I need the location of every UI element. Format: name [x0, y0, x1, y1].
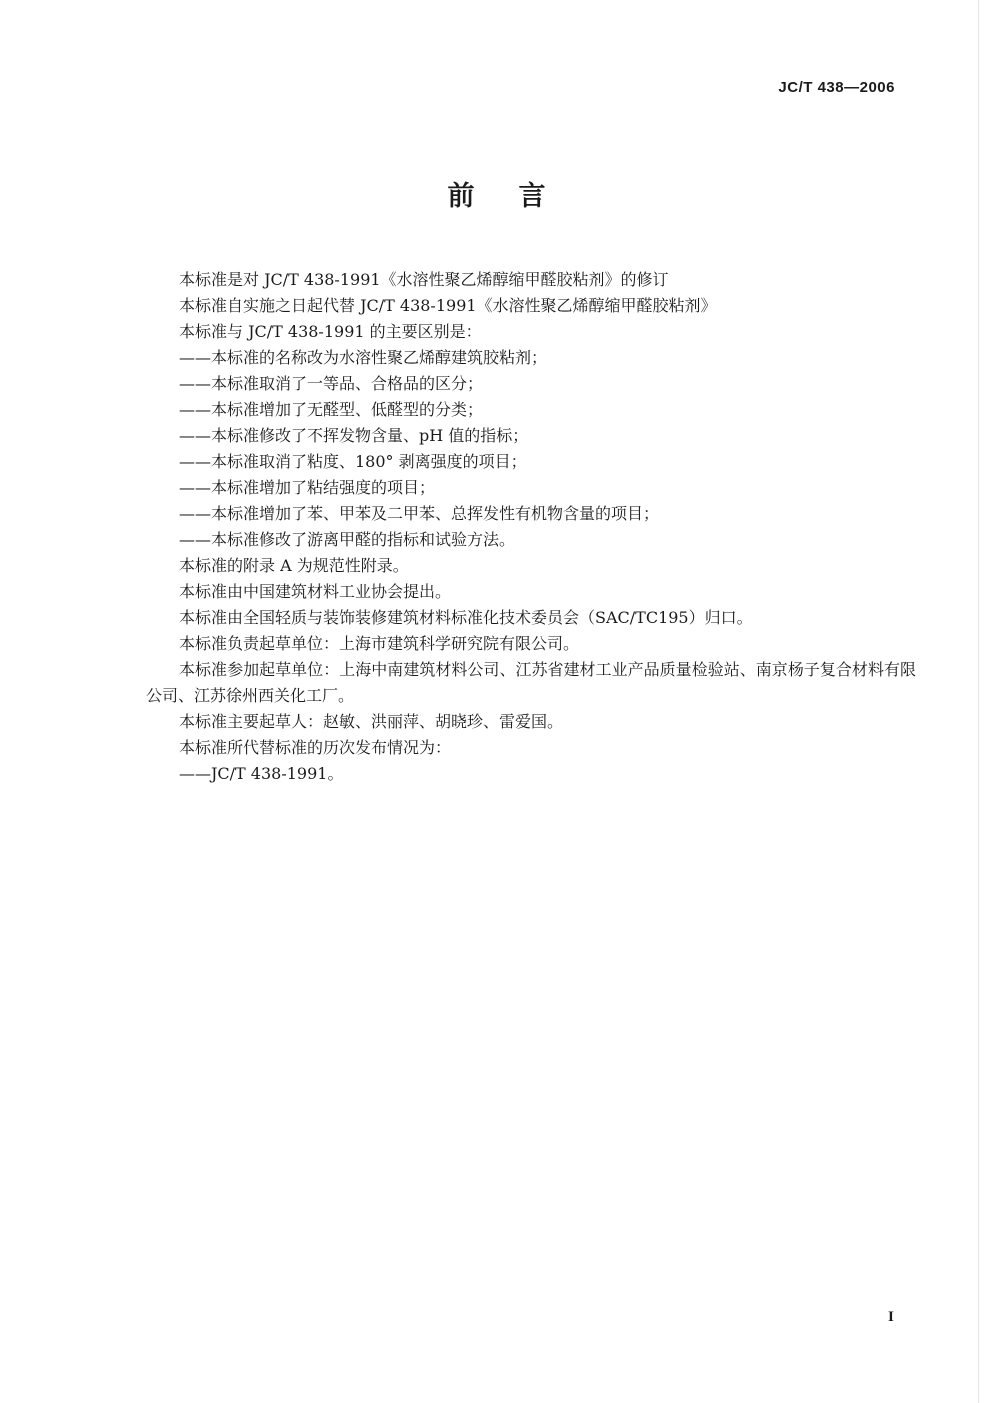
- paragraph: 本标准是对 JC/T 438-1991《水溶性聚乙烯醇缩甲醛胶粘剂》的修订: [179, 270, 669, 289]
- paragraph: 本标准与 JC/T 438-1991 的主要区别是：: [179, 322, 482, 341]
- paragraph: 本标准由全国轻质与装饰装修建筑材料标准化技术委员会（SAC/TC195）归口。: [179, 608, 753, 627]
- paragraph: 本标准参加起草单位：上海中南建筑材料公司、江苏省建材工业产品质量检验站、南京杨子复合材料有限公司、江苏徐州西关化工厂。: [146, 660, 916, 705]
- paragraph: 本标准负责起草单位：上海市建筑科学研究院有限公司。: [179, 634, 580, 653]
- foreword-body: [146, 267, 916, 787]
- paragraph: 本标准由中国建筑材料工业协会提出。: [179, 582, 452, 601]
- list-item: ——本标准增加了无醛型、低醛型的分类；: [179, 400, 484, 419]
- list-item: ——本标准取消了粘度、180° 剥离强度的项目；: [179, 452, 527, 471]
- paragraph: 本标准的附录 A 为规范性附录。: [179, 556, 409, 575]
- list-item: ——本标准取消了一等品、合格品的区分；: [179, 374, 484, 393]
- list-item: ——本标准修改了游离甲醛的指标和试验方法。: [179, 530, 516, 549]
- list-item: ——本标准增加了粘结强度的项目；: [179, 478, 436, 497]
- paragraph: 本标准自实施之日起代替 JC/T 438-1991《水溶性聚乙烯醇缩甲醛胶粘剂》: [179, 296, 717, 315]
- page-number: I: [888, 1309, 894, 1325]
- page-title: 前言: [447, 181, 590, 212]
- paragraph: 本标准所代替标准的历次发布情况为：: [179, 738, 452, 757]
- paragraph: 本标准主要起草人：赵敏、洪丽萍、胡晓珍、雷爱国。: [179, 712, 564, 731]
- list-item: ——JC/T 438-1991。: [179, 764, 344, 783]
- list-item: ——本标准增加了苯、甲苯及二甲苯、总挥发性有机物含量的项目；: [179, 504, 660, 523]
- list-item: ——本标准的名称改为水溶性聚乙烯醇建筑胶粘剂；: [179, 348, 548, 367]
- standard-code: JC/T 438—2006: [778, 79, 895, 96]
- list-item: ——本标准修改了不挥发物含量、pH 值的指标；: [179, 426, 529, 445]
